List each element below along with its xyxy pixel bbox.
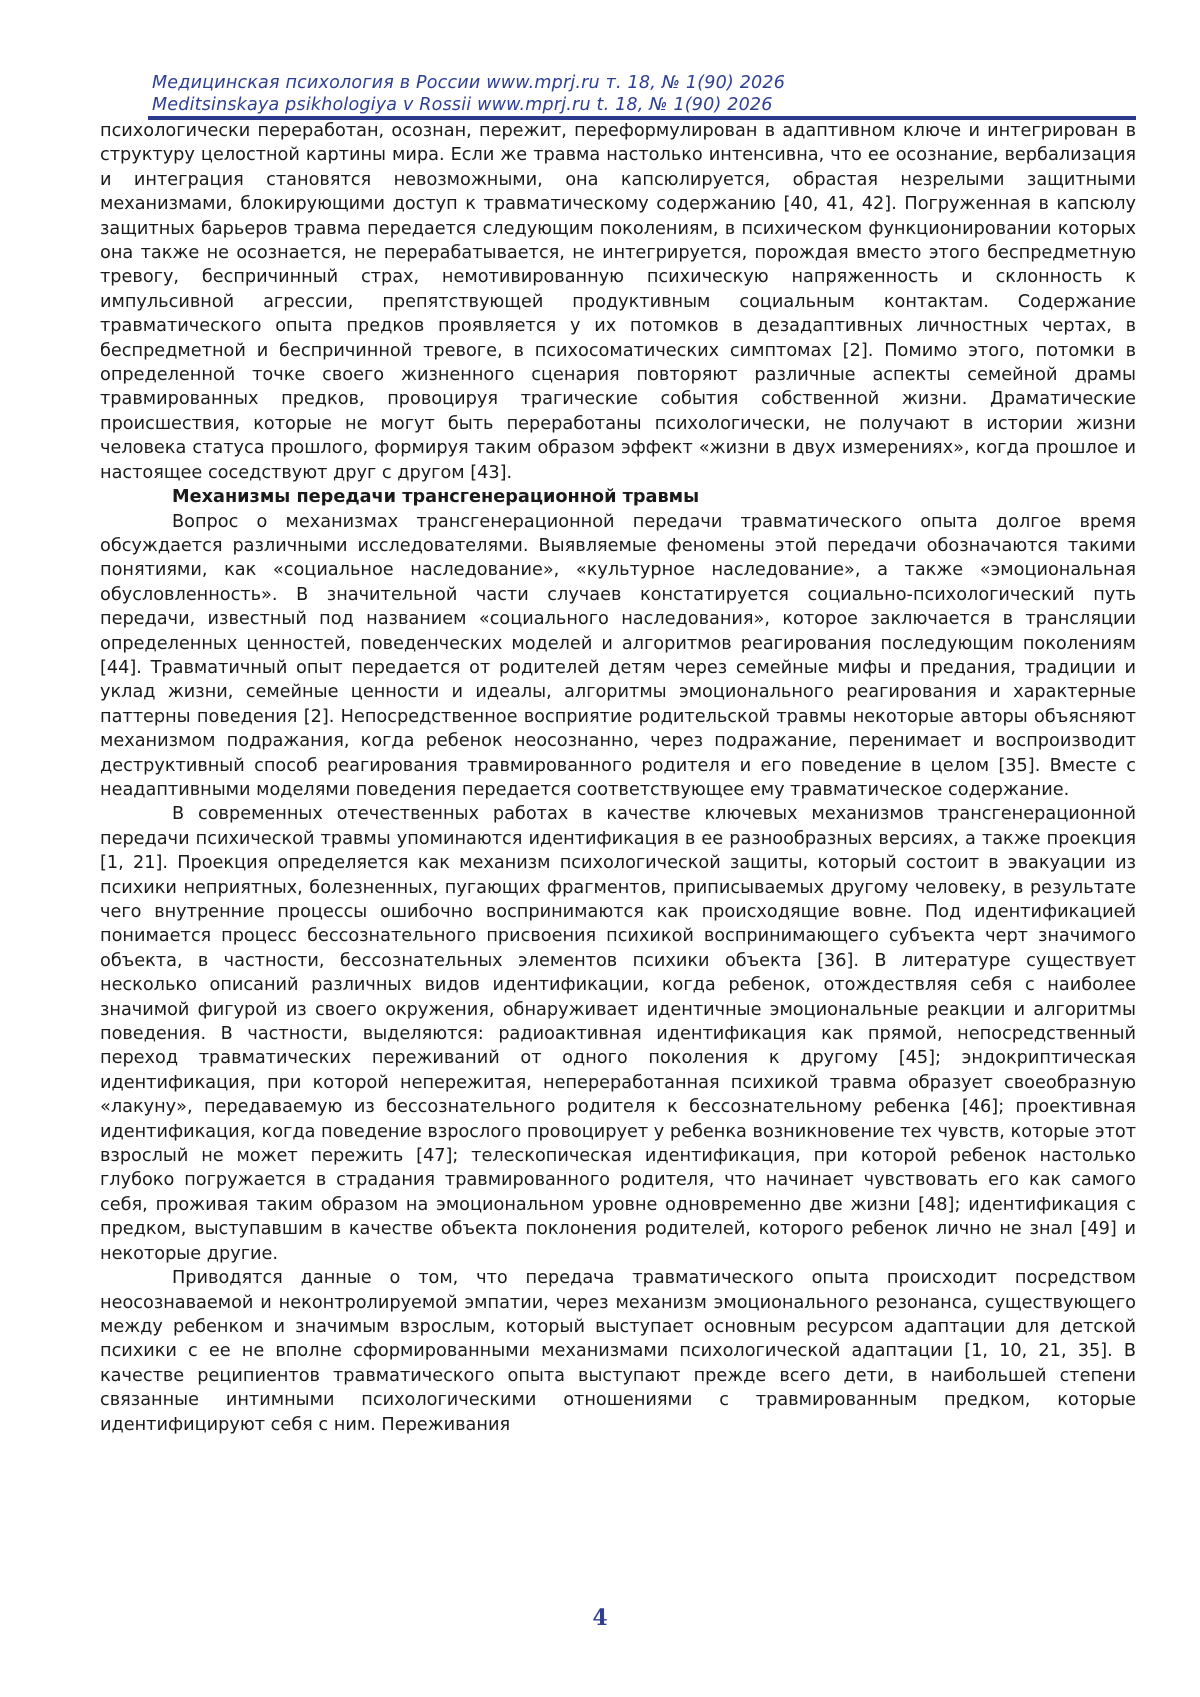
paragraph-3: Приводятся данные о том, что передача травматического опыта происходит посредством неосознаваемой и неконтролируемой эмпатии, через механизм эмоционального резонанса, существующего между ребенком и значимым взрослым, который выступает основным ресурсом адаптации для детской психики с ее не вполне сформированными механизмами психологической адаптации [1, 10, 21, 35]. В качестве реципиентов травматического опыта выступают прежде всего дети, в наибольшей степени связанные интимными психологическими отношениями с травмированным предком, которые идентифицируют себя с ним. Переживания xyxy=(100,1268,1136,1435)
paragraph-2: В современных отечественных работах в качестве ключевых механизмов трансгенерационной передачи психической травмы упоминаются идентификация в ее разнообразных версиях, а также проекция [1, 21]. Проекция определяется как механизм психологической защиты, который состоит в эвакуации из психики неприятных, болезненных, пугающих фрагментов, приписываемых другому человеку, в результате чего внутренние процессы ошибочно воспринимаются как происходящие вовне. Под идентификацией понимается процесс бессознательного присвоения психикой воспринимающего субъекта черт значимого объекта, в частности, бессознательных элементов психики объекта [36]. В литературе существует несколько описаний различных видов идентификации, когда ребенок, отождествляя себя с наиболее значимой фигурой из своего окружения, обнаруживает идентичные эмоциональные реакции и алгоритмы поведения. В частности, выделяются: радиоактивная идентификация как прямой, непосредственный переход травматических переживаний от одного поколения к другому [45]; эндокриптическая идентификация, при которой непережитая, непереработанная психикой травма образует своеобразную «лакуну», передаваемую из бессознательного родителя к бессознательному ребенка [46]; проективная идентификация, когда поведение взрослого провоцирует у ребенка возникновение тех чувств, которые этот взрослый не может пережить [47]; телескопическая идентификация, при которой ребенок настолько глубоко погружается в страдания травмированного родителя, что начинает чувствовать его как самого себя, проживая таким образом на эмоциональном уровне одновременно две жизни [48]; идентификация с предком, выступавшим в качестве объекта поклонения родителей, которого ребенок лично не знал [49] и некоторые другие. xyxy=(100,804,1136,1264)
section-heading: Механизмы передачи трансгенерационной травмы xyxy=(172,487,700,508)
paragraph-1: Вопрос о механизмах трансгенерационной передачи травматического опыта долгое время обсуждается различными исследователями. Выявляемые феномены этой передачи обозначаются такими понятиями, как «социальное наследование», «культурное наследование», а также «эмоциональная обусловленность». В значительной части случаев констатируется социально-психологический путь передачи, известный под названием «социального наследования», которое заключается в трансляции определенных ценностей, поведенческих моделей и алгоритмов реагирования последующим поколениям [44]. Травматичный опыт передается от родителей детям через семейные мифы и предания, традиции и уклад жизни, семейные ценности и идеалы, алгоритмы эмоционального реагирования и характерные паттерны поведения [2]. Непосредственное восприятие родительской травмы некоторые авторы объясняют механизмом подражания, когда ребенок неосознанно, через подражание, перенимает и воспроизводит деструктивный способ реагирования травмированного родителя и его поведение в целом [35]. Вместе с неадаптивными моделями поведения передается соответствующее ему травматическое содержание. xyxy=(100,511,1136,800)
journal-title-russian: Медицинская психология в России www.mprj.ru т. 18, № 1(90) 2026 xyxy=(152,73,786,93)
article-body xyxy=(100,119,1136,1437)
page-number: 4 xyxy=(592,1605,608,1631)
paragraph-continued: психологически переработан, осознан, пережит, переформулирован в адаптивном ключе и интегрирован в структуру целостной картины мира. Если же травма настолько интенсивна, что ее осознание, вербализация и интеграция становятся невозможными, она капсюлируется, обрастая незрелыми защитными механизмами, блокирующими доступ к травматическому содержанию [40, 41, 42]. Погруженная в капсюлу защитных барьеров травма передается следующим поколениям, в психическом функционировании которых она также не осознается, не перерабатывается, не интегрируется, порождая вместо этого беспредметную тревогу, беспричинный страх, немотивированную психическую напряженность и склонность к импульсивной агрессии, препятствующей продуктивным социальным контактам. Содержание травматического опыта предков проявляется у их потомков в дезадаптивных личностных чертах, в беспредметной и беспричинной тревоге, в психосоматических симптомах [2]. Помимо этого, потомки в определенной точке своего жизненного сценария повторяют различные аспекты семейной драмы травмированных предков, провоцируя трагические события собственной жизни. Драматические происшествия, которые не могут быть переработаны психологически, не получают в истории жизни человека статуса прошлого, формируя таким образом эффект «жизни в двух измерениях», когда прошлое и настоящее соседствуют друг с другом [43]. xyxy=(100,121,1136,483)
running-header xyxy=(152,72,1132,116)
journal-title-transliterated: Meditsinskaya psikhologiya v Rossii www.mprj.ru t. 18, № 1(90) 2026 xyxy=(152,95,773,115)
